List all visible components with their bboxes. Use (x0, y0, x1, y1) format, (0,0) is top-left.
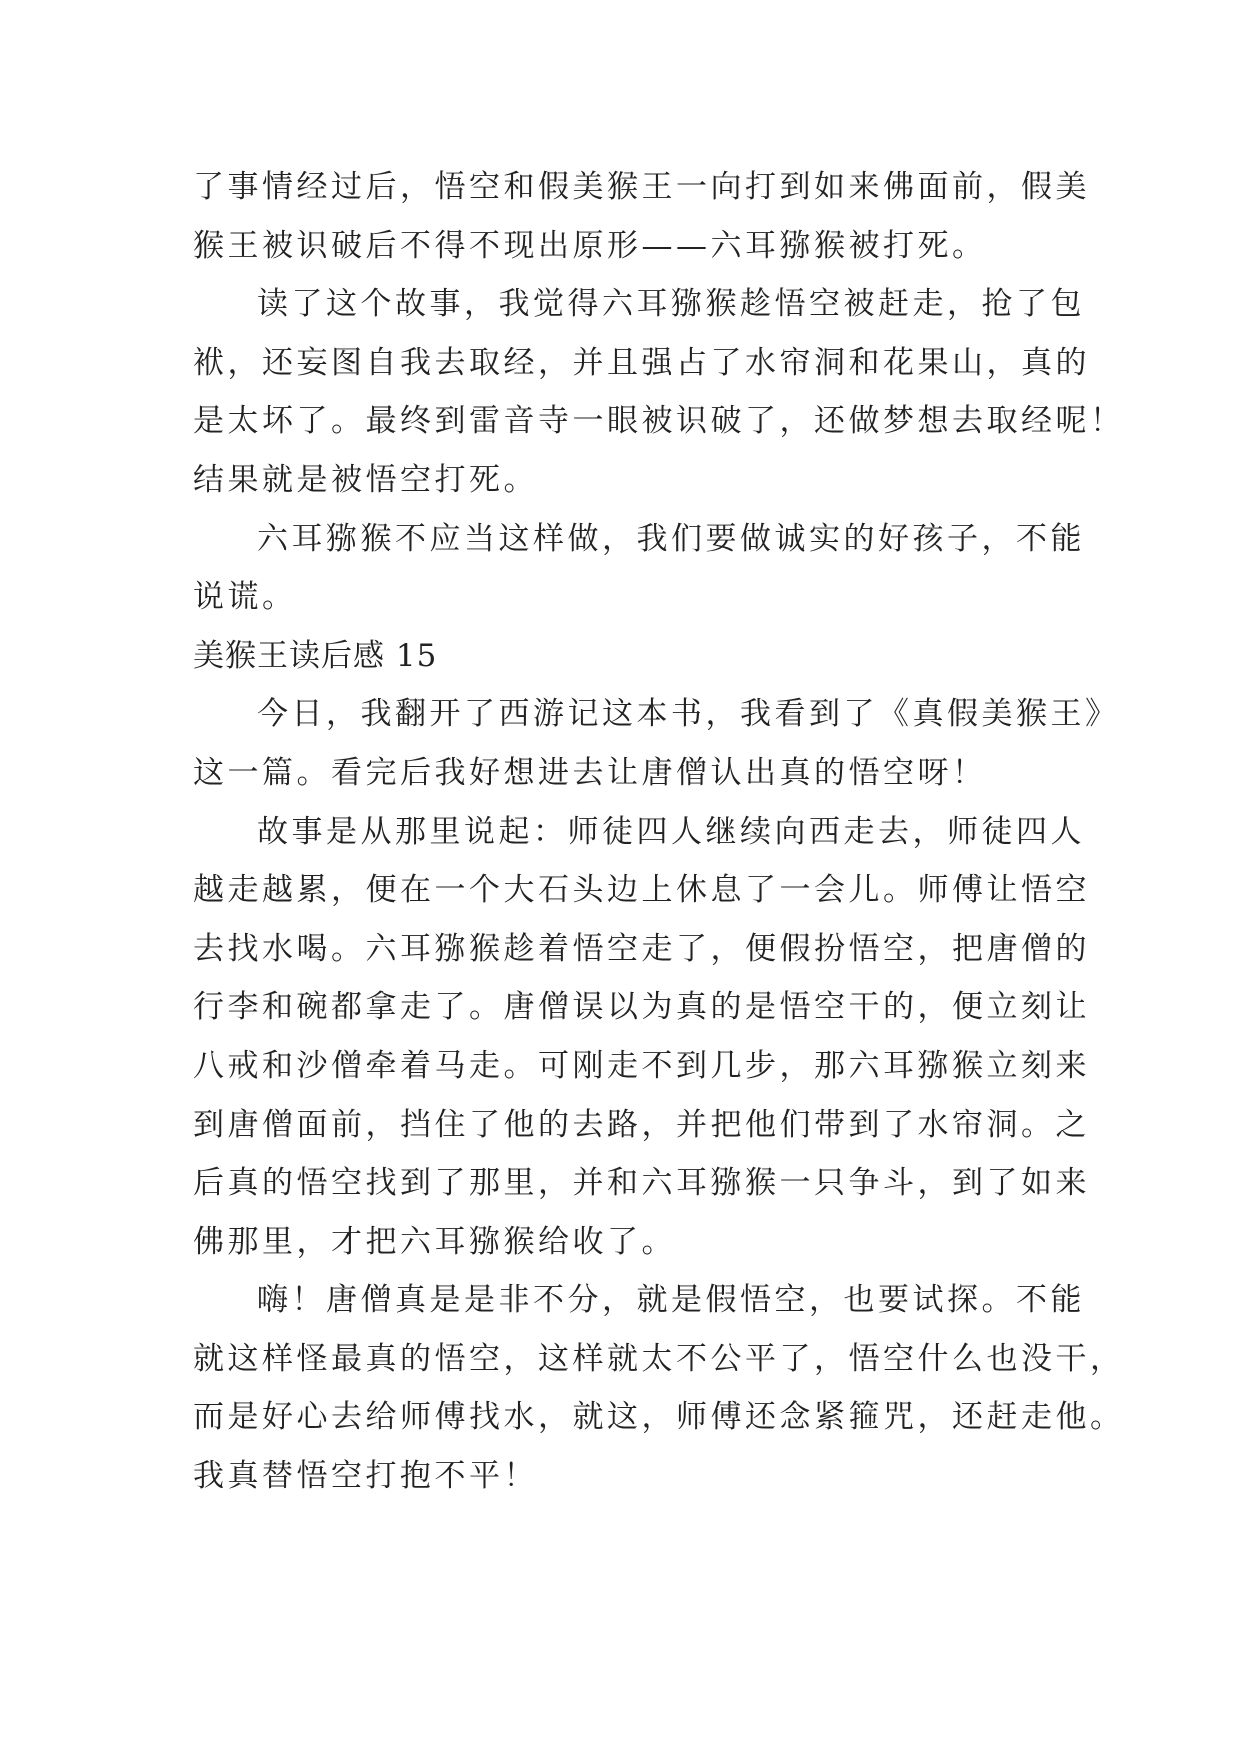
text-line: 越走越累，便在一个大石头边上休息了一会儿。师傅让悟空 (193, 872, 1090, 909)
text-line: 猴王被识破后不得不现出原形——六耳猕猴被打死。 (193, 227, 987, 264)
paragraph-start-line: 读了这个故事，我觉得六耳猕猴趁悟空被赶走，抢了包 (257, 286, 1085, 323)
text-line: 去找水喝。六耳猕猴趁着悟空走了，便假扮悟空，把唐僧的 (193, 930, 1090, 967)
text-line: 是太坏了。最终到雷音寺一眼被识破了，还做梦想去取经呢！ (193, 403, 1125, 440)
text-line: 结果就是被悟空打死。 (193, 461, 538, 498)
paragraph-start-line: 六耳猕猴不应当这样做，我们要做诚实的好孩子，不能 (257, 520, 1085, 557)
text-line: 袱，还妄图自我去取经，并且强占了水帘洞和花果山，真的 (193, 344, 1090, 381)
text-line: 到唐僧面前，挡住了他的去路，并把他们带到了水帘洞。之 (193, 1106, 1090, 1143)
text-line: 佛那里，才把六耳猕猴给收了。 (193, 1223, 676, 1260)
text-line: 就这样怪最真的悟空，这样就太不公平了，悟空什么也没干， (193, 1340, 1125, 1377)
section-heading: 美猴王读后感 15 (193, 637, 438, 674)
text-line: 这一篇。看完后我好想进去让唐僧认出真的悟空呀！ (193, 754, 987, 791)
text-line: 后真的悟空找到了那里，并和六耳猕猴一只争斗，到了如来 (193, 1165, 1090, 1202)
text-line: 而是好心去给师傅找水，就这，师傅还念紧箍咒，还赶走他。 (193, 1399, 1125, 1436)
paragraph-start-line: 今日，我翻开了西游记这本书，我看到了《真假美猴王》 (257, 696, 1120, 733)
text-line: 八戒和沙僧牵着马走。可刚走不到几步，那六耳猕猴立刻来 (193, 1047, 1090, 1084)
text-line: 我真替悟空打抱不平！ (193, 1458, 538, 1495)
text-line: 说谎。 (193, 579, 297, 616)
paragraph-start-line: 故事是从那里说起：师徒四人继续向西走去，师徒四人 (257, 813, 1085, 850)
paragraph-start-line: 嗨！唐僧真是是非不分，就是假悟空，也要试探。不能 (257, 1282, 1085, 1319)
text-line: 行李和碗都拿走了。唐僧误以为真的是悟空干的，便立刻让 (193, 989, 1090, 1026)
document-body (193, 158, 1125, 1506)
text-line: 了事情经过后，悟空和假美猴王一向打到如来佛面前，假美 (193, 169, 1090, 205)
